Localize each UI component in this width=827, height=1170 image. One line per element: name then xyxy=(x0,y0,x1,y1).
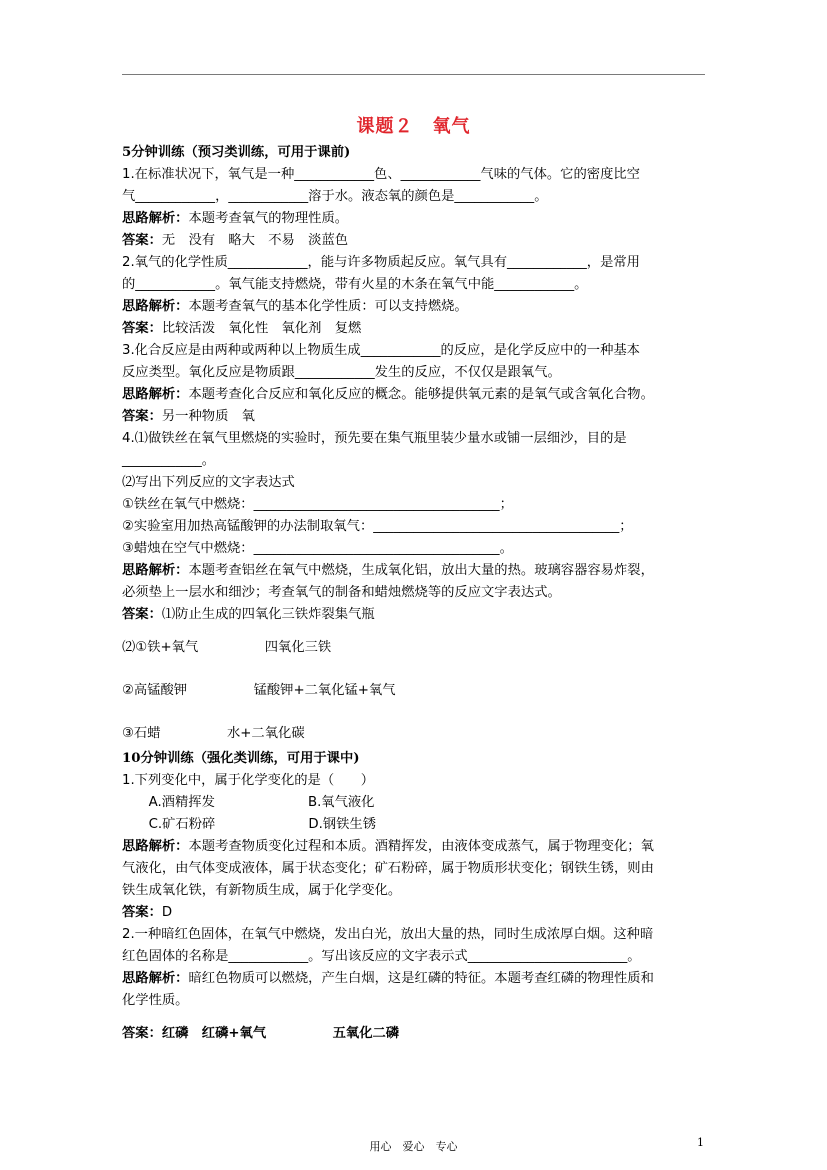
answer-line xyxy=(122,231,348,251)
line-text: ③蜡烛在空气中燃烧：_____________________________________。 xyxy=(122,541,513,556)
line-text: 4.⑴做铁丝在氧气里燃烧的实验时，预先要在集气瓶里装少量水或铺一层细沙，目的是 xyxy=(122,431,627,446)
line-text: 3.化合反应是由两种或两种以上物质生成____________的反应，是化学反应中的一种基本 xyxy=(122,343,640,358)
line-text: 1.在标准状况下，氧气是一种____________色、____________气味的气体。它的密度比空 xyxy=(122,167,640,182)
answer-line xyxy=(122,319,361,339)
line-text: D xyxy=(161,905,173,920)
text-line xyxy=(122,815,376,835)
line-text: 本题考查物质变化过程和本质。酒精挥发，由液体变成蒸气，属于物理变化；氧 xyxy=(188,839,654,854)
line-text: 5分钟训练（预习类训练，可用于课前) xyxy=(122,145,351,160)
line-label: 思路解析： xyxy=(122,971,189,986)
text-line xyxy=(122,771,374,791)
header-rule xyxy=(122,74,705,75)
text-line xyxy=(122,363,561,383)
line-label: 答案： xyxy=(122,1026,162,1041)
line-text: ____________。 xyxy=(122,453,216,468)
answer-line xyxy=(122,605,375,625)
line-text: C.矿石粉碎 D.钢铁生锈 xyxy=(122,817,377,832)
line-text: 气液化，由气体变成液体，属于状态变化；矿石粉碎，属于物质形状变化；钢铁生锈，则由 xyxy=(122,861,654,876)
text-line xyxy=(122,947,641,967)
line-text: 另一种物质 氧 xyxy=(161,409,255,424)
line-text: 比较活泼 氧化性 氧化剂 复燃 xyxy=(161,321,362,336)
line-text: 化学性质。 xyxy=(122,993,189,1008)
analysis-line xyxy=(122,297,468,317)
line-text: ①铁丝在氧气中燃烧：_____________________________________； xyxy=(122,497,513,512)
text-line xyxy=(122,991,188,1011)
line-text: ②高锰酸钾 锰酸钾+二氧化锰+氧气 xyxy=(122,683,396,698)
analysis-line xyxy=(122,385,654,405)
line-text: 红色固体的名称是____________。写出该反应的文字表示式________________________。 xyxy=(122,949,641,964)
text-line xyxy=(122,724,305,744)
line-text: ⑵①铁+氧气 四氧化三铁 xyxy=(122,640,332,655)
line-label: 答案： xyxy=(122,409,162,424)
text-line xyxy=(122,341,640,361)
line-text: ⑴防止生成的四氧化三铁炸裂集气瓶 xyxy=(161,607,375,622)
text-line xyxy=(122,473,295,493)
text-line xyxy=(122,681,396,701)
line-text: 无 没有 略大 不易 淡蓝色 xyxy=(161,233,349,248)
text-line xyxy=(122,165,640,185)
line-text: 红磷 红磷+氧气 五氧化二磷 xyxy=(161,1026,400,1041)
line-text: 本题考查氧气的基本化学性质：可以支持燃烧。 xyxy=(188,299,468,314)
line-label: 思路解析： xyxy=(122,387,189,402)
analysis-line xyxy=(122,837,654,857)
text-line xyxy=(122,187,548,207)
analysis-line xyxy=(122,209,348,229)
text-line xyxy=(122,517,633,537)
text-line xyxy=(122,925,653,945)
text-line xyxy=(122,275,587,295)
line-text: ⑵写出下列反应的文字表达式 xyxy=(122,475,295,490)
page-footer: 用心 爱心 专心 xyxy=(369,1140,458,1153)
text-line xyxy=(122,793,374,813)
answer-line xyxy=(122,903,172,923)
line-text: 暗红色物质可以燃烧，产生白烟，这是红磷的特征。本题考查红磷的物理性质和 xyxy=(188,971,654,986)
line-text: 铁生成氧化铁，有新物质生成，属于化学变化。 xyxy=(122,883,402,898)
line-text: 反应类型。氧化反应是物质跟____________发生的反应，不仅仅是跟氧气。 xyxy=(122,365,561,380)
line-label: 答案： xyxy=(122,607,162,622)
line-label: 思路解析： xyxy=(122,839,189,854)
line-label: 答案： xyxy=(122,905,162,920)
line-label: 思路解析： xyxy=(122,299,189,314)
text-line xyxy=(122,859,654,879)
answer-line xyxy=(122,1024,399,1044)
analysis-line xyxy=(122,969,654,989)
page-title: 课题２ 氧气 xyxy=(356,116,471,137)
text-line xyxy=(122,583,561,603)
line-label: 答案： xyxy=(122,321,162,336)
text-line xyxy=(122,253,640,273)
section-heading xyxy=(122,143,350,163)
text-line xyxy=(122,539,513,559)
line-text: A.酒精挥发 B.氧气液化 xyxy=(122,795,375,810)
line-text: 本题考查化合反应和氧化反应的概念。能够提供氧元素的是氧气或含氧化合物。 xyxy=(188,387,654,402)
line-text: ②实验室用加热高锰酸钾的办法制取氧气：_____________________________________； xyxy=(122,519,633,534)
line-text: 气____________，____________溶于水。液态氧的颜色是____________。 xyxy=(122,189,548,204)
text-line xyxy=(122,451,215,471)
line-label: 思路解析： xyxy=(122,563,189,578)
line-text: 2.氧气的化学性质____________，能与许多物质起反应。氧气具有____________，是常用 xyxy=(122,255,640,270)
page-number: 1 xyxy=(697,1136,704,1149)
line-text: 2.一种暗红色固体，在氧气中燃烧，发出白光，放出大量的热，同时生成浓厚白烟。这种暗 xyxy=(122,927,654,942)
line-text: 本题考查氧气的物理性质。 xyxy=(188,211,349,226)
text-line xyxy=(122,638,331,658)
line-label: 答案： xyxy=(122,233,162,248)
line-label: 思路解析： xyxy=(122,211,189,226)
line-text: 必须垫上一层水和细沙；考查氧气的制备和蜡烛燃烧等的反应文字表达式。 xyxy=(122,585,561,600)
text-line xyxy=(122,495,513,515)
line-text: 1.下列变化中，属于化学变化的是（ ） xyxy=(122,773,375,788)
line-text: 本题考查铝丝在氧气中燃烧，生成氧化铝，放出大量的热。玻璃容器容易炸裂， xyxy=(188,563,654,578)
section-heading xyxy=(122,749,360,769)
line-text: 的____________。氧气能支持燃烧，带有火星的木条在氧气中能____________。 xyxy=(122,277,588,292)
line-text: ③石蜡 水+二氧化碳 xyxy=(122,726,305,741)
answer-line xyxy=(122,407,255,427)
line-text: 10分钟训练（强化类训练，可用于课中) xyxy=(122,751,360,766)
text-line xyxy=(122,429,627,449)
text-line xyxy=(122,881,401,901)
analysis-line xyxy=(122,561,654,581)
